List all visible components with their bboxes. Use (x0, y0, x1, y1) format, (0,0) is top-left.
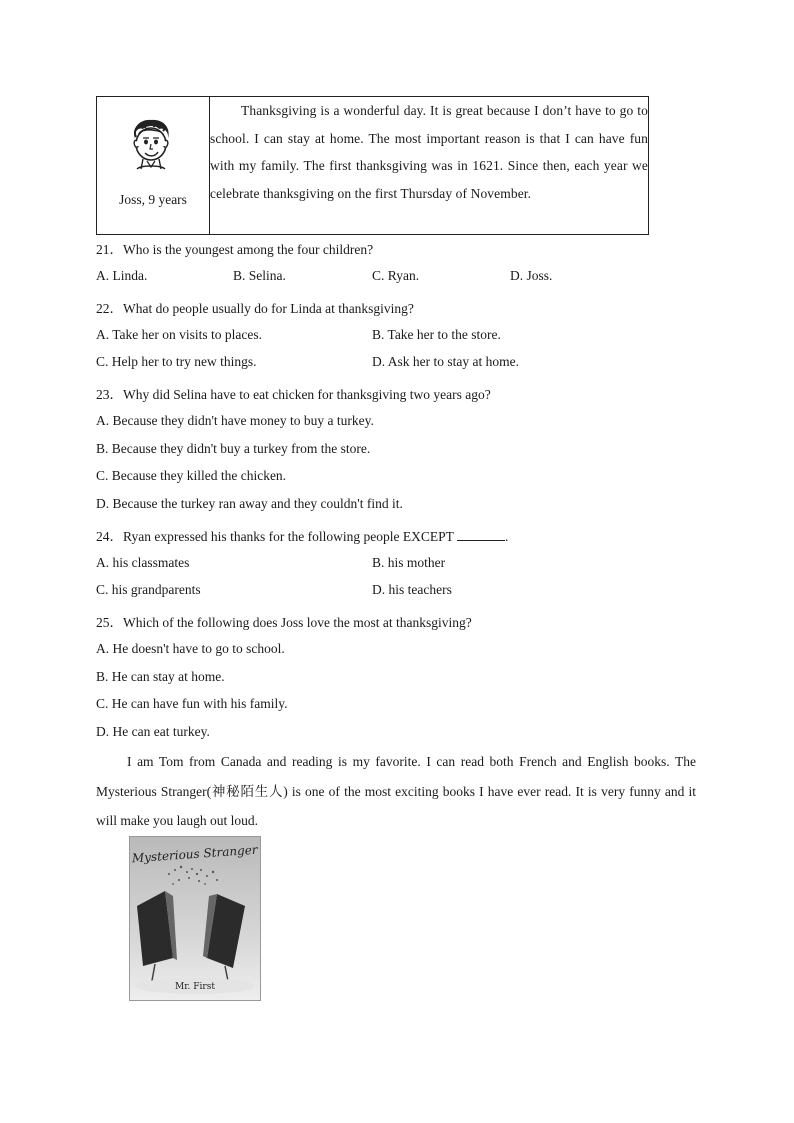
q24-option-b: B. his mother (372, 555, 446, 570)
q21-option-a: A. Linda. (96, 268, 148, 283)
question-22: 22．What do people usually do for Linda at thanksgiving? (96, 301, 414, 316)
q22-option-b: B. Take her to the store. (372, 327, 501, 342)
boy-portrait-icon (123, 117, 179, 175)
question-24-stem: 24．Ryan expressed his thanks for the following people EXCEPT (96, 529, 454, 544)
question-21: 21．Who is the youngest among the four children? (96, 242, 374, 257)
book-cover-image (129, 836, 261, 1001)
passage-cell (210, 97, 649, 235)
q21-option-c: C. Ryan. (372, 268, 420, 283)
q25-option-a: A. He doesn't have to go to school. (96, 641, 285, 656)
tom-passage-text: I am Tom from Canada and reading is my favorite. I can read both French and English books. The Mysterious Stranger(神秘陌生人) is one of the most exciting books I have ever read. It is very funny and it will make you laugh out loud. (96, 754, 696, 828)
q22-option-a: A. Take her on visits to places. (96, 327, 263, 342)
portrait-cell (97, 97, 210, 235)
question-25: 25．Which of the following does Joss love the most at thanksgiving? (96, 615, 472, 630)
question-23: 23．Why did Selina have to eat chicken for thanksgiving two years ago? (96, 387, 491, 402)
answer-blank (457, 528, 505, 541)
q21-option-d: D. Joss. (510, 268, 553, 283)
q23-option-a: A. Because they didn't have money to buy a turkey. (96, 413, 374, 428)
q23-option-c: C. Because they killed the chicken. (96, 468, 287, 483)
joss-passage-text: Thanksgiving is a wonderful day. It is great because I don’t have to go to school. I can stay at home. The most important reason is that I can have fun with my family. The first thanksgiving was in 1621. Since then, each year we celebrate thanksgiving on the first Thursday of November. (210, 103, 648, 201)
tom-passage (96, 747, 696, 836)
joss-table (96, 96, 649, 235)
q24-option-a: A. his classmates (96, 555, 190, 570)
q25-option-d: D. He can eat turkey. (96, 724, 210, 739)
question-24-end: . (505, 529, 509, 544)
q24-option-c: C. his grandparents (96, 582, 201, 597)
q25-option-b: B. He can stay at home. (96, 669, 225, 684)
book-title: Mysterious Stranger (131, 842, 258, 866)
question-24 (96, 525, 508, 545)
joss-passage (210, 97, 648, 207)
portrait-caption: Joss, 9 years (119, 192, 187, 207)
q22-option-d: D. Ask her to stay at home. (372, 354, 519, 369)
q23-option-b: B. Because they didn't buy a turkey from the store. (96, 441, 371, 456)
q24-option-d: D. his teachers (372, 582, 452, 597)
q25-option-c: C. He can have fun with his family. (96, 696, 288, 711)
book-cover-illustration (129, 836, 261, 1001)
book-author: Mr. First (175, 982, 215, 992)
q21-option-b: B. Selina. (233, 268, 286, 283)
q22-option-c: C. Help her to try new things. (96, 354, 257, 369)
q23-option-d: D. Because the turkey ran away and they couldn't find it. (96, 496, 403, 511)
